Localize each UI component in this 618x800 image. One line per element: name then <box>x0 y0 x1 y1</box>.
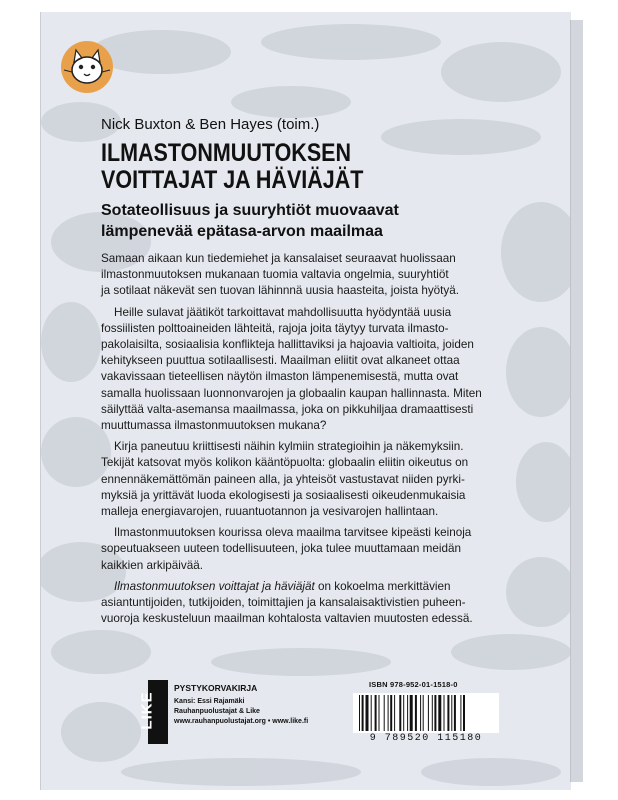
subtitle-line: Sotateollisuus ja suuryhtiöt muovaavat <box>101 202 399 219</box>
blurb-paragraph <box>101 251 531 300</box>
blurb-line: Kirja paneutuu kriittisesti näihin kylmiin strategioihin ja näkemyksiin. <box>114 440 464 454</box>
blurb-line: Ilmastonmuutoksen kourissa oleva maailma tarvitsee kipeästi keinoja <box>114 526 472 540</box>
subtitle-line: lämpenevää epätasa-arvon maailmaa <box>101 223 383 240</box>
blurb-line: vakavissaan tieteellisen näytön ilmaston lämpenemisestä, mutta ovat <box>101 370 459 384</box>
blurb-line: ja sotilaat näkevät sen tuovan lähinnnä uusia haasteita, joista hyötyä. <box>101 284 460 298</box>
blurb-line: muuttumassa ilmastonmuutoksen mukana? <box>101 419 327 433</box>
like-publisher-logo <box>138 680 168 744</box>
blurb-line: malleja energiavarojen, ruuantuotannon ja vesivarojen hallintaan. <box>101 505 439 519</box>
blurb-line <box>101 579 531 595</box>
publisher-cat-logo-icon <box>60 40 114 94</box>
credit-line: Rauhanpuolustajat & Like <box>174 708 260 715</box>
isbn-barcode <box>353 693 499 733</box>
blurb-line: ennennäkemättömän paineen alla, ja yhteisöt vastustavat niiden pyrki- <box>101 472 465 486</box>
blurb-line: kehitykseen puuttua sotilaallisesti. Maailman eliitit ovat alkaneet ottaa <box>101 354 460 368</box>
blurb-line: samalla huolissaan luonnonvarojen ja globaalin kaupan hallinnasta. Miten <box>101 386 482 400</box>
title-line: ILMASTONMUUTOKSEN <box>101 139 352 167</box>
publisher-logo-text: LIKE <box>138 691 156 730</box>
blurb-line: pakolaisilta, sosiaalisia konflikteja hallittaviksi ja hajoavia valtioita, joiden <box>101 338 474 352</box>
blurb-line: kaikkien arkipäivää. <box>101 558 203 572</box>
book-spine-edge <box>570 20 583 782</box>
blurb-paragraph <box>101 305 531 435</box>
blurb-line: Tekijät katsovat myös kolikon kääntöpuolta: globaalin eliitin oikeutus on <box>101 456 469 470</box>
blurb-line: Heille sulavat jäätiköt tarkoittavat mahdollisuutta hyödyntää uusia <box>114 305 452 319</box>
blurb-paragraph <box>101 439 531 520</box>
series-name: PYSTYKORVAKIRJA <box>174 683 258 693</box>
blurb-line: vuoroja keskusteluun maailman kohtalosta valtavien muutosten edessä. <box>101 612 473 626</box>
blurb-paragraph <box>101 525 531 574</box>
isbn-label: ISBN 978-952-01-1518-0 <box>369 680 458 689</box>
credit-line: Kansi: Essi Rajamäki <box>174 698 245 705</box>
book-subtitle <box>101 200 399 242</box>
book-author: Nick Buxton & Ben Hayes (toim.) <box>101 116 320 133</box>
blurb-line: asiantuntijoiden, tutkijoiden, toimittajien ja kansalaisaktivistien puheen- <box>101 596 466 610</box>
blurb-text <box>101 251 531 627</box>
barcode-number: 9 789520 115180 <box>369 733 483 744</box>
blurb-paragraph <box>101 579 531 628</box>
book-title-italic: Ilmastonmuutoksen voittajat ja häviäjät <box>114 579 315 593</box>
book-title <box>101 140 363 194</box>
blurb-line: Samaan aikaan kun tiedemiehet ja kansalaiset seuraavat huolissaan <box>101 252 456 265</box>
title-line: VOITTAJAT JA HÄVIÄJÄT <box>101 166 364 194</box>
blurb-line: myksiä ja yrittävät luoda ekologisesti ja sosiaalisesti oikeudenmukaisia <box>101 488 466 502</box>
credit-line: www.rauhanpuolustajat.org • www.like.fi <box>174 718 309 725</box>
cover-credits <box>174 697 308 727</box>
blurb-line: ilmastonmuutoksen mukanaan tuomia valtavia ongelmia, suuryhtiöt <box>101 268 449 282</box>
blurb-line-rest: on kokoelma merkittävien <box>314 579 451 593</box>
blurb-line: fossiilisten polttoaineiden lähteitä, rajoja joita täytyy turvata ilmasto- <box>101 321 449 335</box>
blurb-line: sopeutuakseen uuteen todellisuuteen, joka tulee muuttamaan meidän <box>101 542 461 556</box>
blurb-line: säilyttää valta-asemansa maailmassa, joka on pikkuhiljaa dramaattisesti <box>101 402 474 416</box>
